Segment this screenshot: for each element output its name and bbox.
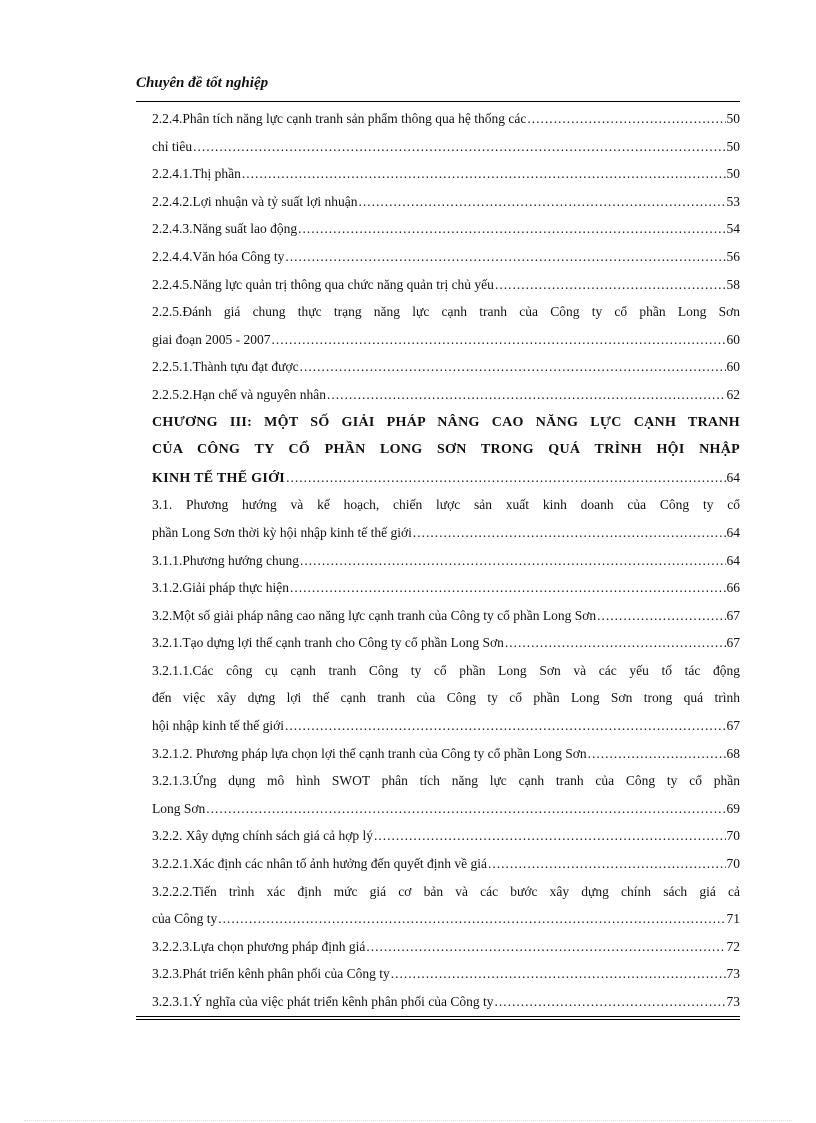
- toc-entry-last-line: [152, 215, 740, 243]
- toc-entry[interactable]: [152, 160, 740, 188]
- toc-entry[interactable]: [152, 271, 740, 299]
- toc-page-number: 60: [726, 359, 740, 375]
- toc-entry[interactable]: [152, 657, 740, 740]
- toc-entry-line: 3.2.1.3.Ứng dụng mô hình SWOT phân tích năng lực cạnh tranh của Công ty cổ phần: [152, 773, 740, 789]
- toc-entry[interactable]: [152, 988, 740, 1016]
- toc-entry-last-line: [152, 271, 740, 299]
- toc-entry[interactable]: [152, 933, 740, 961]
- toc-dot-leader: [413, 519, 726, 547]
- toc-entry-last-line: [152, 381, 740, 409]
- toc-page-number: 50: [726, 111, 740, 126]
- toc-entry-line: CỦA CÔNG TY CỔ PHẦN LONG SƠN TRONG QUÁ TRÌNH HỘI NHẬP: [152, 442, 740, 458]
- toc-dot-leader: [327, 381, 726, 409]
- toc-page-number: 50: [726, 166, 740, 182]
- toc-entry-line: 3.2.1.1.Các công cụ cạnh tranh Công ty cổ phần Long Sơn và các yếu tố tác động: [152, 662, 740, 678]
- toc-page-number: 69: [726, 800, 740, 816]
- toc-page-number: 67: [726, 718, 740, 734]
- toc-dot-leader: [495, 988, 726, 1016]
- toc-entry-text: của Công ty: [152, 911, 218, 927]
- toc-page-number: 58: [726, 276, 740, 292]
- toc-entry-last-line: [152, 712, 740, 740]
- toc-entry-last-line: [152, 243, 740, 271]
- toc-dot-leader: [527, 105, 725, 133]
- footer-rule-double: [136, 1019, 740, 1020]
- toc-page-number: 64: [726, 469, 740, 485]
- toc-dot-leader: [298, 215, 725, 243]
- toc-entry-line: 3.2.2.2.Tiến trình xác định mức giá cơ bản và các bước xây dựng chính sách giá cả: [152, 883, 740, 899]
- toc-entry-last-line: [152, 353, 740, 381]
- toc-entry-text: 2.2.4.Phân tích năng lực cạnh tranh sản phẩm thông qua hệ thống các: [152, 111, 527, 126]
- toc-entry-last-line: [152, 133, 740, 161]
- toc-entry[interactable]: [152, 547, 740, 575]
- toc-page-number: 70: [726, 828, 740, 844]
- toc-dot-leader: [588, 740, 726, 768]
- toc-entry[interactable]: [152, 822, 740, 850]
- toc-entry-text: Long Sơn: [152, 800, 206, 816]
- toc-entry-text: 2.2.5.2.Hạn chế và nguyên nhân: [152, 386, 326, 402]
- toc-entry[interactable]: [152, 602, 740, 630]
- toc-entry-last-line: [152, 629, 740, 657]
- toc-page-number: 67: [726, 635, 740, 651]
- toc-page-number: 72: [726, 938, 740, 954]
- header-rule: [136, 101, 740, 102]
- toc-entry-text: 2.2.4.2.Lợi nhuận và tỷ suất lợi nhuận: [152, 193, 358, 209]
- toc-dot-leader: [242, 160, 726, 188]
- toc-dot-leader: [285, 712, 726, 740]
- toc-entry-last-line: [152, 464, 740, 492]
- footer-rule: [136, 1016, 740, 1017]
- toc-dot-leader: [300, 353, 726, 381]
- toc-entry-last-line: [152, 160, 740, 188]
- toc-dot-leader: [206, 795, 725, 823]
- toc-entry-text: 3.2.2.1.Xác định các nhân tố ảnh hưởng đến quyết định về giá: [152, 856, 487, 872]
- toc-entry-last-line: [152, 547, 740, 575]
- toc-page-number: 66: [726, 580, 740, 596]
- toc-entry-last-line: [152, 988, 740, 1016]
- toc-dot-leader: [597, 602, 725, 630]
- toc-entry-last-line: [152, 574, 740, 602]
- toc-entry[interactable]: [152, 298, 740, 353]
- toc-entry[interactable]: [152, 574, 740, 602]
- toc-chapter-entry[interactable]: [152, 409, 740, 492]
- toc-entry-last-line: [152, 795, 740, 823]
- table-of-contents: [152, 105, 740, 1016]
- toc-entry-text: 3.2.2.3.Lựa chọn phương pháp định giá: [152, 938, 366, 954]
- toc-entry-last-line: [152, 519, 740, 547]
- toc-dot-leader: [290, 574, 725, 602]
- toc-entry-text: phần Long Sơn thời kỳ hội nhập kinh tế thế giới: [152, 524, 412, 540]
- toc-entry[interactable]: [152, 243, 740, 271]
- toc-dot-leader: [300, 547, 725, 575]
- toc-entry-text: 3.2.1.2. Phương pháp lựa chọn lợi thế cạnh tranh của Công ty cổ phần Long Sơn: [152, 745, 587, 761]
- toc-entry-last-line: [152, 602, 740, 630]
- page-edge: [24, 1120, 792, 1121]
- toc-entry[interactable]: [152, 188, 740, 216]
- toc-entry-text: 3.2.3.1.Ý nghĩa của việc phát triển kênh phân phối của Công ty: [152, 994, 494, 1009]
- toc-entry-last-line: [152, 822, 740, 850]
- toc-page-number: 50: [726, 138, 740, 154]
- toc-dot-leader: [495, 271, 726, 299]
- toc-dot-leader: [359, 188, 726, 216]
- toc-dot-leader: [391, 960, 726, 988]
- page-header-title: Chuyên đề tốt nghiệp: [136, 75, 269, 91]
- toc-entry-text: 3.2.3.Phát triển kênh phân phối của Công ty: [152, 966, 390, 982]
- toc-dot-leader: [488, 850, 726, 878]
- toc-entry-text: 3.1.2.Giải pháp thực hiện: [152, 580, 290, 596]
- toc-dot-leader: [193, 133, 725, 161]
- toc-page-number: 54: [726, 221, 740, 237]
- toc-page-number: 62: [726, 386, 740, 402]
- toc-entry-text: 3.2.Một số giải pháp nâng cao năng lực cạnh tranh của Công ty cổ phần Long Sơn: [152, 607, 597, 623]
- toc-entry-last-line: [152, 326, 740, 354]
- toc-page-number: 73: [726, 994, 740, 1009]
- toc-dot-leader: [218, 905, 725, 933]
- toc-entry[interactable]: [152, 491, 740, 546]
- toc-dot-leader: [285, 243, 725, 271]
- toc-page-number: 71: [726, 911, 740, 927]
- toc-page-number: 67: [726, 607, 740, 623]
- toc-entry[interactable]: [152, 353, 740, 381]
- toc-entry[interactable]: [152, 629, 740, 657]
- toc-entry-text: 3.2.1.Tạo dựng lợi thế cạnh tranh cho Công ty cổ phần Long Sơn: [152, 635, 504, 651]
- toc-page-number: 70: [726, 856, 740, 872]
- toc-page-number: 64: [726, 524, 740, 540]
- toc-page-number: 56: [726, 248, 740, 264]
- toc-entry-last-line: [152, 188, 740, 216]
- toc-entry-text: 2.2.4.3.Năng suất lao động: [152, 221, 298, 237]
- toc-dot-leader: [366, 933, 725, 961]
- toc-entry-line: CHƯƠNG III: MỘT SỐ GIẢI PHÁP NÂNG CAO NĂNG LỰC CẠNH TRANH: [152, 414, 740, 430]
- toc-entry-last-line: [152, 850, 740, 878]
- toc-entry-line: 2.2.5.Đánh giá chung thực trạng năng lực cạnh tranh của Công ty cổ phần Long Sơn: [152, 304, 740, 320]
- toc-entry-last-line: [152, 933, 740, 961]
- toc-entry-line: [152, 105, 740, 133]
- toc-entry-last-line: [152, 960, 740, 988]
- toc-entry-line: 3.1. Phương hướng và kế hoạch, chiến lược sản xuất kinh doanh của Công ty cổ: [152, 497, 740, 513]
- toc-entry[interactable]: [152, 740, 740, 768]
- toc-entry-text: 3.2.2. Xây dựng chính sách giá cả hợp lý: [152, 828, 374, 844]
- toc-entry-text: 2.2.4.4.Văn hóa Công ty: [152, 248, 285, 264]
- toc-entry-text: chỉ tiêu: [152, 138, 193, 154]
- toc-dot-leader: [286, 464, 725, 492]
- toc-page-number: 73: [726, 966, 740, 982]
- toc-entry-last-line: [152, 905, 740, 933]
- toc-entry-text: 2.2.5.1.Thành tựu đạt được: [152, 359, 299, 375]
- toc-page-number: 53: [726, 193, 740, 209]
- toc-entry-text: 2.2.4.5.Năng lực quản trị thông qua chức năng quản trị chủ yếu: [152, 276, 494, 292]
- toc-page-number: 64: [726, 552, 740, 568]
- toc-dot-leader: [271, 326, 725, 354]
- toc-entry-text: 3.1.1.Phương hướng chung: [152, 552, 300, 568]
- toc-entry[interactable]: [152, 105, 740, 160]
- toc-entry[interactable]: [152, 878, 740, 933]
- toc-entry-last-line: [152, 740, 740, 768]
- toc-page-number: 60: [726, 331, 740, 347]
- toc-entry-line: đến việc xây dựng lợi thế cạnh tranh của Công ty cổ phần Long Sơn trong quá trình: [152, 690, 740, 706]
- toc-entry[interactable]: [152, 215, 740, 243]
- toc-entry[interactable]: [152, 381, 740, 409]
- toc-dot-leader: [374, 822, 725, 850]
- toc-entry-text: 2.2.4.1.Thị phần: [152, 166, 241, 182]
- toc-page-number: 68: [726, 745, 740, 761]
- toc-entry[interactable]: [152, 960, 740, 988]
- toc-dot-leader: [505, 629, 726, 657]
- toc-entry[interactable]: [152, 850, 740, 878]
- toc-entry-text: KINH TẾ THẾ GIỚI: [152, 470, 286, 486]
- toc-entry[interactable]: [152, 767, 740, 822]
- toc-entry-text: hội nhập kinh tế thế giới: [152, 718, 284, 734]
- toc-entry-text: giai đoạn 2005 - 2007: [152, 331, 271, 347]
